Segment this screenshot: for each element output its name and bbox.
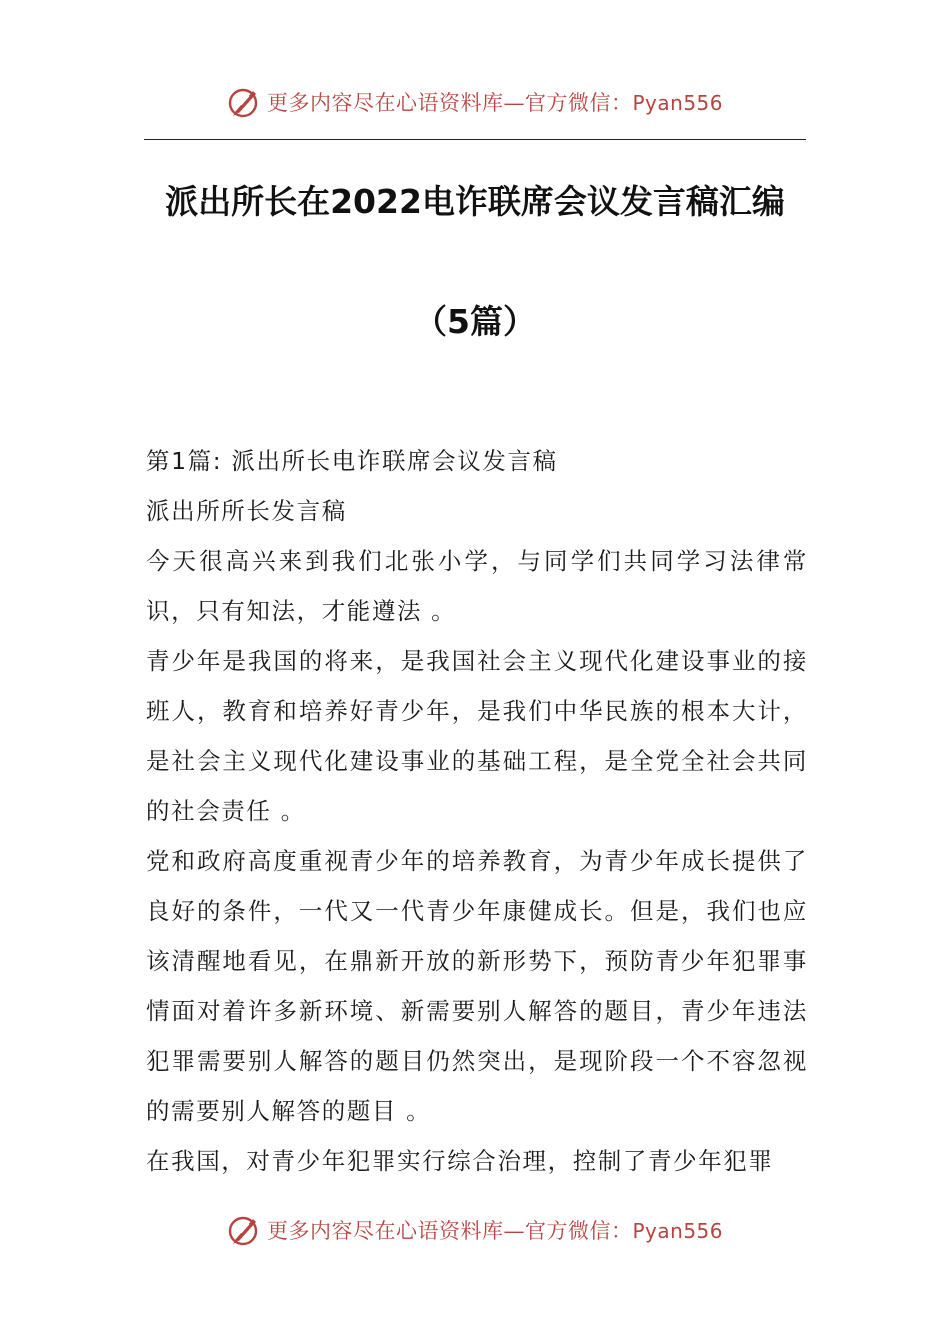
footer-banner bbox=[0, 1210, 950, 1250]
body-paragraph: 今天很高兴来到我们北张小学，与同学们共同学习法律常识，只有知法，才能遵法 。 bbox=[146, 547, 808, 625]
footer-wechat-id: Pyan556 bbox=[632, 1219, 723, 1243]
document-subtitle: （5篇） bbox=[414, 302, 536, 341]
body-paragraph: 在我国，对青少年犯罪实行综合治理，控制了青少年犯罪 bbox=[146, 1147, 774, 1175]
header-banner bbox=[0, 82, 950, 122]
header-banner-text: 更多内容尽在心语资料库—官方微信：Pyan556 bbox=[266, 91, 723, 115]
speech-title: 派出所所长发言稿 bbox=[146, 497, 347, 525]
section-heading: 第1篇: 派出所长电诈联席会议发言稿 bbox=[146, 447, 558, 475]
header-wechat-id: Pyan556 bbox=[632, 91, 723, 115]
document-body bbox=[146, 436, 808, 1186]
body-paragraph: 青少年是我国的将来，是我国社会主义现代化建设事业的接班人，教育和培养好青少年，是我们中华民族的根本大计，是社会主义现代化建设事业的基础工程，是全党全社会共同的社会责任 。 bbox=[146, 647, 808, 825]
footer-banner-text: 更多内容尽在心语资料库—官方微信：Pyan556 bbox=[266, 1219, 723, 1243]
pen-feather-logo-icon bbox=[227, 1213, 261, 1247]
body-paragraph: 党和政府高度重视青少年的培养教育，为青少年成长提供了良好的条件，一代又一代青少年康健成长。但是，我们也应该清醒地看见，在鼎新开放的新形势下，预防青少年犯罪事情面对着许多新环境、新需要别人解答的题目，青少年违法犯罪需要别人解答的题目仍然突出，是现阶段一个不容忽视的需要别人解答的题目 。 bbox=[146, 847, 808, 1125]
header-divider bbox=[144, 139, 806, 140]
pen-feather-logo-icon bbox=[227, 85, 261, 119]
document-title: 派出所长在2022电诈联席会议发言稿汇编 bbox=[165, 182, 785, 221]
